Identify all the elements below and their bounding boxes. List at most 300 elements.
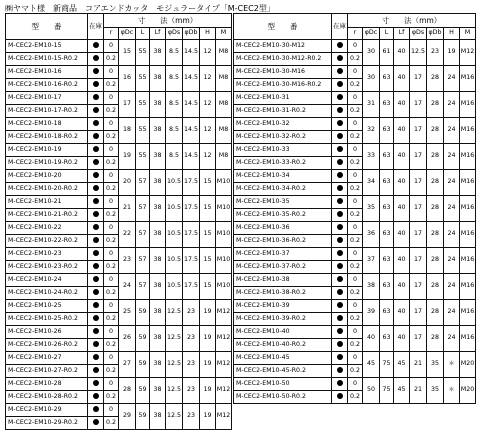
- m-value: M12: [216, 326, 232, 352]
- model-number: M-CEC2-EM10-30-M12: [234, 40, 332, 53]
- table-row: [234, 66, 476, 79]
- stock-dot-icon: [93, 120, 99, 126]
- stock-dot-icon: [93, 341, 99, 347]
- r-value: 0.2: [348, 105, 363, 118]
- model-number: M-CEC2-EM10-21-R0.2: [6, 209, 88, 222]
- model-number: M-CEC2-EM10-35: [234, 196, 332, 209]
- header-col-4: φDs: [410, 28, 427, 40]
- m-value: M20: [460, 352, 476, 378]
- header-col-3: Lf: [150, 28, 166, 40]
- ds-value: 10.5: [166, 196, 183, 222]
- ds-value: 17: [410, 144, 427, 170]
- db-value: 14.5: [183, 66, 200, 92]
- header-col-3: Lf: [394, 28, 410, 40]
- stock-cell: [332, 235, 348, 248]
- model-number: M-CEC2-EM10-23-R0.2: [6, 261, 88, 274]
- header-col-2: L: [380, 28, 394, 40]
- ds-value: 8.5: [166, 40, 183, 66]
- lf-value: 40: [394, 248, 410, 274]
- model-number: M-CEC2-EM10-32: [234, 118, 332, 131]
- r-value: 0.2: [348, 235, 363, 248]
- stock-cell: [88, 196, 104, 209]
- r-value: 0.2: [348, 287, 363, 300]
- stock-dot-icon: [337, 68, 343, 74]
- r-value: 0.2: [104, 157, 119, 170]
- db-value: 28: [427, 118, 444, 144]
- l-value: 63: [380, 300, 394, 326]
- r-value: 0: [348, 274, 363, 287]
- stock-dot-icon: [337, 341, 343, 347]
- h-value: 12: [200, 66, 216, 92]
- m-value: M12: [460, 40, 476, 66]
- stock-dot-icon: [93, 302, 99, 308]
- r-value: 0: [104, 144, 119, 157]
- stock-cell: [88, 92, 104, 105]
- r-value: 0: [348, 326, 363, 339]
- table-row: [6, 248, 232, 261]
- stock-dot-icon: [337, 393, 343, 399]
- db-value: 28: [427, 326, 444, 352]
- r-value: 0.2: [104, 287, 119, 300]
- model-number: M-CEC2-EM10-25: [6, 300, 88, 313]
- dc-value: 15: [119, 40, 136, 66]
- stock-cell: [332, 339, 348, 352]
- model-number: M-CEC2-EM10-17: [6, 92, 88, 105]
- stock-dot-icon: [93, 419, 99, 425]
- stock-dot-icon: [93, 328, 99, 334]
- r-value: 0.2: [348, 365, 363, 378]
- r-value: 0.2: [348, 183, 363, 196]
- h-value: 24: [444, 92, 460, 118]
- lf-value: 40: [394, 274, 410, 300]
- table-row: [234, 300, 476, 313]
- stock-cell: [332, 105, 348, 118]
- stock-cell: [332, 66, 348, 79]
- stock-dot-icon: [337, 315, 343, 321]
- stock-cell: [88, 417, 104, 430]
- model-number: M-CEC2-EM10-24: [6, 274, 88, 287]
- m-value: M16: [460, 222, 476, 248]
- ds-value: 12.5: [166, 300, 183, 326]
- ds-value: 17: [410, 274, 427, 300]
- m-value: M20: [460, 378, 476, 404]
- r-value: 0.2: [348, 391, 363, 404]
- db-value: 17.5: [183, 222, 200, 248]
- r-value: 0: [104, 404, 119, 417]
- l-value: 61: [380, 40, 394, 66]
- r-value: 0: [104, 326, 119, 339]
- stock-dot-icon: [337, 172, 343, 178]
- dc-value: 23: [119, 248, 136, 274]
- stock-cell: [332, 79, 348, 92]
- db-value: 23: [183, 378, 200, 404]
- page-title: ㈱ヤマト様 新商品 コアエンドカッタ モジュラータイプ「M-CEC2型」: [5, 4, 275, 13]
- l-value: 59: [136, 352, 150, 378]
- lf-value: 38: [150, 118, 166, 144]
- stock-cell: [88, 66, 104, 79]
- stock-cell: [88, 235, 104, 248]
- r-value: 0.2: [104, 339, 119, 352]
- lf-value: 38: [150, 300, 166, 326]
- r-value: 0: [104, 40, 119, 53]
- model-number: M-CEC2-EM10-26-R0.2: [6, 339, 88, 352]
- stock-cell: [88, 300, 104, 313]
- r-value: 0: [104, 222, 119, 235]
- db-value: 23: [183, 404, 200, 430]
- stock-dot-icon: [337, 120, 343, 126]
- table-row: [6, 118, 232, 131]
- r-value: 0: [348, 248, 363, 261]
- stock-cell: [332, 170, 348, 183]
- lf-value: 40: [394, 326, 410, 352]
- l-value: 55: [136, 92, 150, 118]
- header-dimensions: 寸 法（mm）: [104, 14, 232, 28]
- ds-value: 21: [410, 378, 427, 404]
- ds-value: 17: [410, 92, 427, 118]
- stock-cell: [332, 391, 348, 404]
- l-value: 63: [380, 248, 394, 274]
- l-value: 55: [136, 40, 150, 66]
- r-value: 0.2: [348, 313, 363, 326]
- lf-value: 38: [150, 404, 166, 430]
- db-value: 28: [427, 92, 444, 118]
- stock-cell: [88, 53, 104, 66]
- stock-cell: [88, 183, 104, 196]
- db-value: 28: [427, 196, 444, 222]
- lf-value: 38: [150, 66, 166, 92]
- model-number: M-CEC2-EM10-24-R0.2: [6, 287, 88, 300]
- dc-value: 38: [363, 274, 380, 300]
- stock-cell: [332, 261, 348, 274]
- stock-dot-icon: [337, 146, 343, 152]
- h-value: 12: [200, 144, 216, 170]
- stock-cell: [88, 105, 104, 118]
- model-number: M-CEC2-EM10-18-R0.2: [6, 131, 88, 144]
- dc-value: 50: [363, 378, 380, 404]
- model-number: M-CEC2-EM10-37: [234, 248, 332, 261]
- table-row: [234, 274, 476, 287]
- lf-value: 38: [150, 40, 166, 66]
- lf-value: 38: [150, 352, 166, 378]
- table-row: [6, 326, 232, 339]
- h-value: 19: [200, 326, 216, 352]
- lf-value: 45: [394, 378, 410, 404]
- r-value: 0: [104, 248, 119, 261]
- stock-cell: [88, 144, 104, 157]
- model-number: M-CEC2-EM10-29-R0.2: [6, 417, 88, 430]
- r-value: 0: [348, 40, 363, 53]
- db-value: 23: [183, 300, 200, 326]
- model-number: M-CEC2-EM10-30-M16: [234, 66, 332, 79]
- stock-cell: [88, 209, 104, 222]
- stock-dot-icon: [93, 107, 99, 113]
- stock-cell: [332, 92, 348, 105]
- r-value: 0: [104, 66, 119, 79]
- r-value: 0: [348, 222, 363, 235]
- h-value: 19: [200, 352, 216, 378]
- stock-dot-icon: [337, 81, 343, 87]
- m-value: M16: [460, 196, 476, 222]
- r-value: 0.2: [348, 131, 363, 144]
- header-col-6: H: [444, 28, 460, 40]
- stock-cell: [88, 131, 104, 144]
- header-dimensions: 寸 法（mm）: [348, 14, 476, 28]
- table-row: [6, 144, 232, 157]
- ds-value: 8.5: [166, 66, 183, 92]
- model-number: M-CEC2-EM10-28: [6, 378, 88, 391]
- r-value: 0.2: [104, 105, 119, 118]
- db-value: 14.5: [183, 144, 200, 170]
- ds-value: 17: [410, 66, 427, 92]
- stock-cell: [88, 365, 104, 378]
- model-number: M-CEC2-EM10-20-R0.2: [6, 183, 88, 196]
- dc-value: 28: [119, 378, 136, 404]
- header-col-0: r: [104, 28, 119, 40]
- stock-cell: [88, 287, 104, 300]
- r-value: 0: [104, 352, 119, 365]
- r-value: 0: [104, 170, 119, 183]
- table-row: [234, 222, 476, 235]
- l-value: 63: [380, 196, 394, 222]
- header-col-1: φDc: [363, 28, 380, 40]
- stock-dot-icon: [93, 172, 99, 178]
- stock-dot-icon: [93, 198, 99, 204]
- l-value: 55: [136, 118, 150, 144]
- stock-dot-icon: [337, 94, 343, 100]
- dc-value: 37: [363, 248, 380, 274]
- h-value: 24: [444, 196, 460, 222]
- m-value: M16: [460, 144, 476, 170]
- stock-cell: [88, 79, 104, 92]
- header-col-4: φDs: [166, 28, 183, 40]
- db-value: 23: [183, 352, 200, 378]
- r-value: 0: [348, 196, 363, 209]
- table-row: [6, 222, 232, 235]
- stock-cell: [332, 40, 348, 53]
- stock-cell: [332, 300, 348, 313]
- dc-value: 30: [363, 40, 380, 66]
- stock-dot-icon: [337, 42, 343, 48]
- stock-dot-icon: [93, 315, 99, 321]
- stock-cell: [88, 261, 104, 274]
- r-value: 0.2: [348, 209, 363, 222]
- table-row: [234, 92, 476, 105]
- ds-value: 12.5: [166, 352, 183, 378]
- ds-value: 10.5: [166, 274, 183, 300]
- model-number: M-CEC2-EM10-16-R0.2: [6, 79, 88, 92]
- model-number: M-CEC2-EM10-19-R0.2: [6, 157, 88, 170]
- l-value: 63: [380, 92, 394, 118]
- model-number: M-CEC2-EM10-15-R0.2: [6, 53, 88, 66]
- m-value: M10: [216, 274, 232, 300]
- ds-value: 21: [410, 352, 427, 378]
- model-number: M-CEC2-EM10-33-R0.2: [234, 157, 332, 170]
- l-value: 63: [380, 66, 394, 92]
- l-value: 59: [136, 404, 150, 430]
- stock-cell: [88, 170, 104, 183]
- m-value: M10: [216, 222, 232, 248]
- stock-dot-icon: [93, 354, 99, 360]
- header-model: 型 番: [234, 14, 332, 40]
- header-stock: 在庫: [88, 14, 104, 40]
- stock-dot-icon: [337, 250, 343, 256]
- lf-value: 38: [150, 170, 166, 196]
- stock-dot-icon: [93, 250, 99, 256]
- header-col-5: φDb: [427, 28, 444, 40]
- stock-dot-icon: [337, 198, 343, 204]
- table-row: [234, 144, 476, 157]
- table-row: [6, 300, 232, 313]
- table-row: [6, 170, 232, 183]
- header-col-2: L: [136, 28, 150, 40]
- table-row: [6, 196, 232, 209]
- stock-dot-icon: [93, 276, 99, 282]
- stock-cell: [332, 157, 348, 170]
- r-value: 0.2: [104, 261, 119, 274]
- stock-cell: [332, 131, 348, 144]
- ds-value: 12.5: [166, 326, 183, 352]
- l-value: 59: [136, 326, 150, 352]
- db-value: 14.5: [183, 92, 200, 118]
- stock-dot-icon: [337, 237, 343, 243]
- m-value: M12: [216, 352, 232, 378]
- stock-cell: [332, 248, 348, 261]
- lf-value: 40: [394, 196, 410, 222]
- stock-cell: [88, 40, 104, 53]
- db-value: 17.5: [183, 170, 200, 196]
- l-value: 59: [136, 378, 150, 404]
- m-value: M8: [216, 40, 232, 66]
- stock-dot-icon: [93, 380, 99, 386]
- table-row: [234, 352, 476, 365]
- dc-value: 32: [363, 118, 380, 144]
- model-number: M-CEC2-EM10-37-R0.2: [234, 261, 332, 274]
- r-value: 0: [348, 144, 363, 157]
- stock-cell: [332, 209, 348, 222]
- stock-dot-icon: [93, 367, 99, 373]
- m-value: M16: [460, 170, 476, 196]
- table-row: [6, 378, 232, 391]
- h-value: 24: [444, 300, 460, 326]
- lf-value: 40: [394, 222, 410, 248]
- stock-dot-icon: [337, 354, 343, 360]
- l-value: 63: [380, 170, 394, 196]
- r-value: 0.2: [104, 391, 119, 404]
- table-row: [6, 404, 232, 417]
- r-value: 0.2: [348, 79, 363, 92]
- model-number: M-CEC2-EM10-28-R0.2: [6, 391, 88, 404]
- stock-dot-icon: [337, 328, 343, 334]
- model-number: M-CEC2-EM10-21: [6, 196, 88, 209]
- l-value: 57: [136, 170, 150, 196]
- spec-table-left: [5, 13, 232, 430]
- dc-value: 21: [119, 196, 136, 222]
- stock-cell: [88, 404, 104, 417]
- header-col-1: φDc: [119, 28, 136, 40]
- h-value: 15: [200, 274, 216, 300]
- h-value: 15: [200, 248, 216, 274]
- db-value: 28: [427, 300, 444, 326]
- l-value: 75: [380, 378, 394, 404]
- lf-value: 40: [394, 92, 410, 118]
- h-value: 12: [200, 92, 216, 118]
- ds-value: 8.5: [166, 118, 183, 144]
- l-value: 57: [136, 274, 150, 300]
- header-col-7: M: [216, 28, 232, 40]
- stock-dot-icon: [93, 81, 99, 87]
- l-value: 55: [136, 66, 150, 92]
- model-number: M-CEC2-EM10-39: [234, 300, 332, 313]
- h-value: 15: [200, 196, 216, 222]
- db-value: 35: [427, 378, 444, 404]
- stock-cell: [332, 313, 348, 326]
- dc-value: 35: [363, 196, 380, 222]
- h-value: 15: [200, 222, 216, 248]
- model-number: M-CEC2-EM10-18: [6, 118, 88, 131]
- ds-value: 17: [410, 300, 427, 326]
- table-row: [234, 118, 476, 131]
- model-number: M-CEC2-EM10-33: [234, 144, 332, 157]
- model-number: M-CEC2-EM10-19: [6, 144, 88, 157]
- table-row: [234, 196, 476, 209]
- stock-cell: [88, 118, 104, 131]
- stock-cell: [332, 378, 348, 391]
- ds-value: 17: [410, 170, 427, 196]
- h-value: 19: [200, 300, 216, 326]
- stock-cell: [88, 274, 104, 287]
- ds-value: 10.5: [166, 248, 183, 274]
- l-value: 75: [380, 352, 394, 378]
- table-row: [234, 248, 476, 261]
- stock-cell: [332, 287, 348, 300]
- model-number: M-CEC2-EM10-34: [234, 170, 332, 183]
- stock-dot-icon: [93, 68, 99, 74]
- dc-value: 19: [119, 144, 136, 170]
- r-value: 0: [104, 378, 119, 391]
- lf-value: 38: [150, 222, 166, 248]
- stock-cell: [88, 326, 104, 339]
- db-value: 17.5: [183, 248, 200, 274]
- db-value: 28: [427, 144, 444, 170]
- stock-dot-icon: [93, 94, 99, 100]
- model-number: M-CEC2-EM10-20: [6, 170, 88, 183]
- lf-value: 40: [394, 118, 410, 144]
- h-value: 24: [444, 170, 460, 196]
- model-number: M-CEC2-EM10-32-R0.2: [234, 131, 332, 144]
- dc-value: 17: [119, 92, 136, 118]
- ds-value: 10.5: [166, 222, 183, 248]
- header-col-5: φDb: [183, 28, 200, 40]
- stock-dot-icon: [93, 224, 99, 230]
- model-number: M-CEC2-EM10-50-R0.2: [234, 391, 332, 404]
- h-value: 24: [444, 222, 460, 248]
- stock-dot-icon: [337, 133, 343, 139]
- m-value: M8: [216, 66, 232, 92]
- table-row: [6, 352, 232, 365]
- stock-cell: [332, 365, 348, 378]
- header-col-7: M: [460, 28, 476, 40]
- r-value: 0.2: [104, 79, 119, 92]
- ds-value: 17: [410, 118, 427, 144]
- m-value: M10: [216, 248, 232, 274]
- m-value: M10: [216, 170, 232, 196]
- r-value: 0: [104, 300, 119, 313]
- ds-value: 12.5: [166, 404, 183, 430]
- table-row: [234, 40, 476, 53]
- model-number: M-CEC2-EM10-45: [234, 352, 332, 365]
- model-number: M-CEC2-EM10-38-R0.2: [234, 287, 332, 300]
- model-number: M-CEC2-EM10-35-R0.2: [234, 209, 332, 222]
